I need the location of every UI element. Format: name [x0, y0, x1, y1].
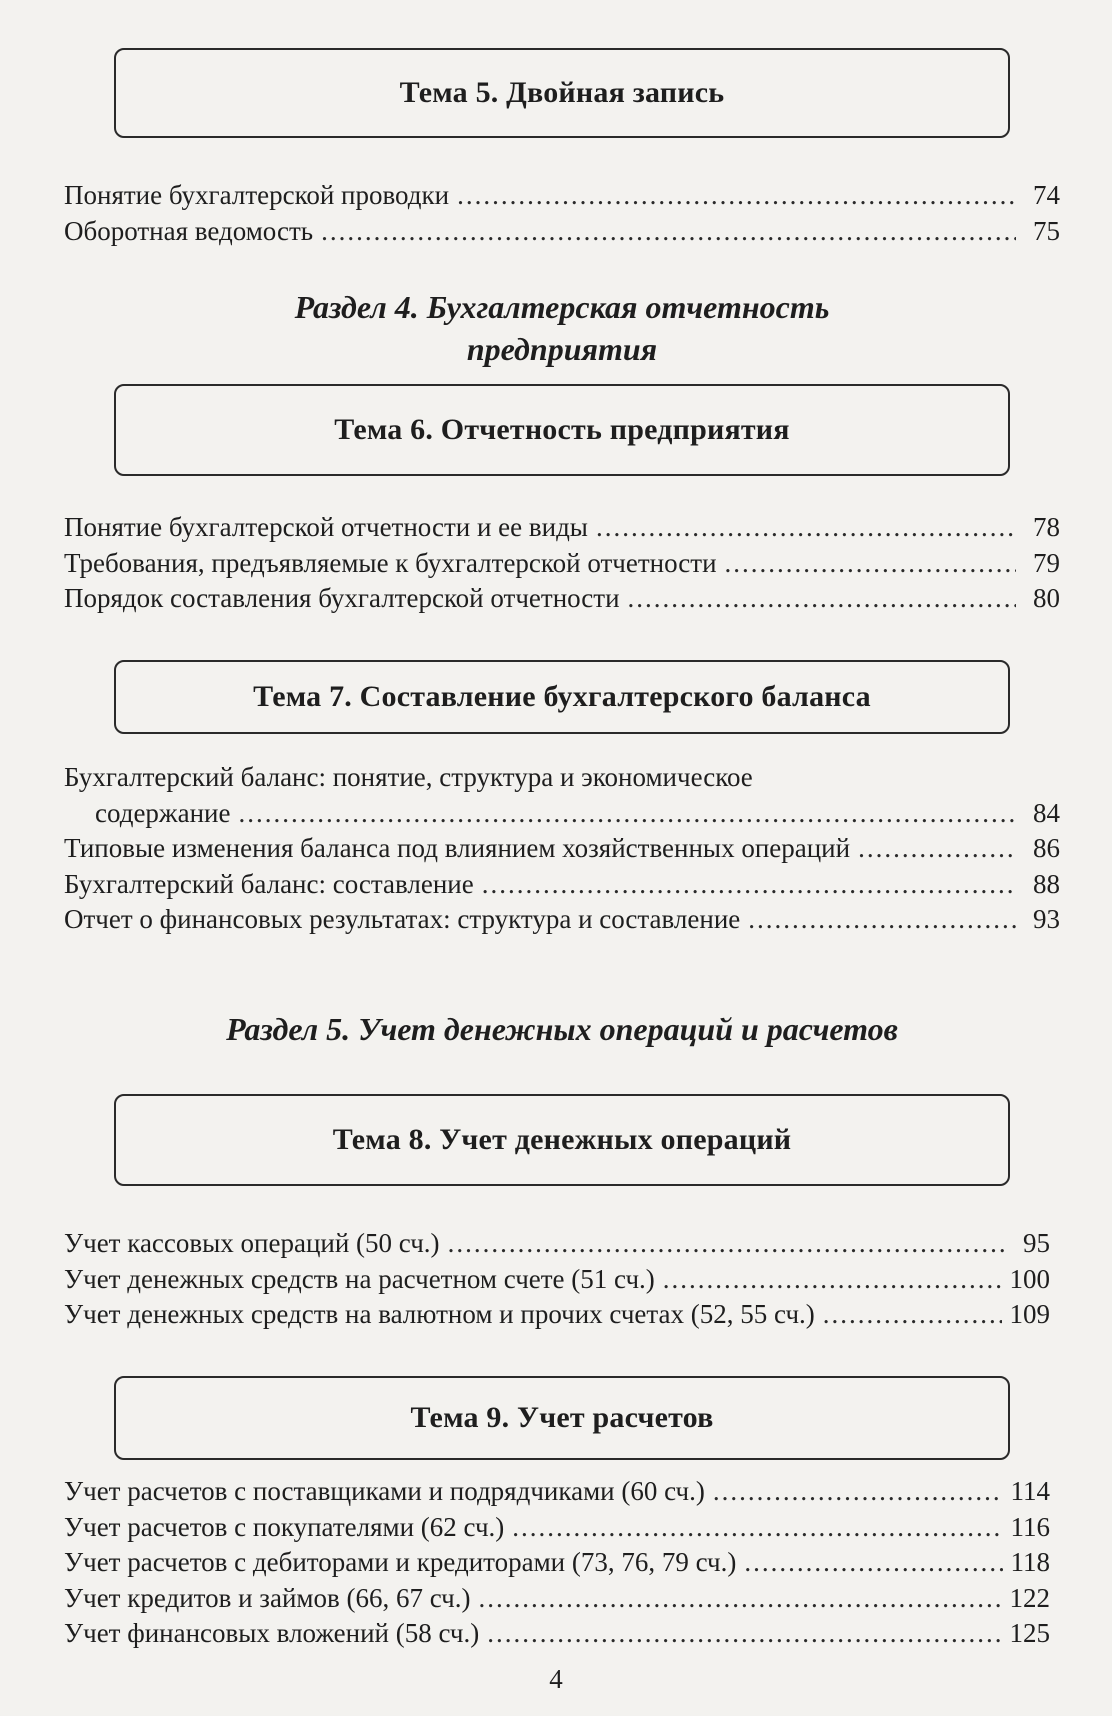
toc-entry-title: Учет денежных средств на расчетном счете (51 сч.) — [64, 1263, 655, 1294]
toc-entry[interactable] — [64, 178, 1060, 214]
section-5-title: Раздел 5. Учет денежных операций и расчетов — [226, 1011, 898, 1047]
theme-5-title: Тема 5. Двойная запись — [399, 76, 725, 109]
toc-entry[interactable] — [64, 867, 1060, 903]
toc-entry-title: Типовые изменения баланса под влиянием хозяйственных операций — [64, 833, 851, 863]
toc-entry-title: Понятие бухгалтерской отчетности и ее виды — [64, 512, 588, 542]
toc-entry[interactable] — [64, 1297, 1050, 1333]
section-4-title-line1: Раздел 4. Бухгалтерская отчетность — [294, 289, 830, 325]
dot-leader — [512, 1510, 1002, 1546]
toc-entry-title: Порядок составления бухгалтерской отчетности — [64, 583, 620, 613]
section-4-heading — [114, 286, 1010, 370]
toc-entry-title: Учет расчетов с покупателями (62 сч.) — [64, 1511, 505, 1542]
theme-5-heading — [114, 48, 1010, 138]
dot-leader — [448, 1226, 1006, 1262]
theme-8-heading — [114, 1094, 1010, 1186]
dot-leader — [663, 1262, 1002, 1298]
toc-entry[interactable] — [64, 1545, 1050, 1581]
theme-6-toc-list — [64, 510, 1060, 617]
theme-9-title: Тема 9. Учет расчетов — [410, 1401, 714, 1434]
toc-entry-title-line1: Бухгалтерский баланс: понятие, структура и экономическое — [64, 762, 753, 792]
toc-entry-page: 80 — [1033, 583, 1060, 613]
toc-entry[interactable] — [64, 1226, 1050, 1262]
section-5-heading — [114, 1008, 1010, 1050]
dot-leader — [628, 581, 1016, 617]
toc-entry[interactable] — [64, 581, 1060, 617]
dot-leader — [487, 1616, 1001, 1652]
dot-leader — [457, 178, 1016, 214]
toc-entry-page: 88 — [1033, 868, 1060, 899]
toc-entry-page: 100 — [1009, 1263, 1050, 1294]
dot-leader — [479, 1581, 1002, 1617]
section-4-title-line2: предприятия — [466, 331, 658, 367]
theme-8-title: Тема 8. Учет денежных операций — [332, 1123, 792, 1156]
dot-leader — [238, 796, 1016, 832]
toc-entry-page: 84 — [1033, 797, 1060, 828]
toc-entry-page: 86 — [1033, 833, 1060, 863]
toc-entry-page: 78 — [1033, 512, 1060, 542]
toc-entry-page: 118 — [1010, 1547, 1050, 1577]
dot-leader — [748, 902, 1016, 938]
dot-leader — [321, 214, 1016, 250]
toc-entry-page: 116 — [1010, 1511, 1050, 1542]
toc-entry-page: 75 — [1033, 215, 1060, 246]
toc-entry[interactable] — [64, 546, 1060, 582]
toc-entry[interactable] — [64, 214, 1060, 250]
toc-entry-page: 122 — [1009, 1582, 1050, 1613]
theme-6-title: Тема 6. Отчетность предприятия — [334, 413, 790, 446]
dot-leader — [482, 867, 1016, 903]
dot-leader — [858, 831, 1016, 867]
toc-entry-title: Учет кассовых операций (50 сч.) — [64, 1228, 440, 1258]
theme-7-heading — [114, 660, 1010, 734]
toc-entry-title: Учет расчетов с дебиторами и кредиторами (73, 76, 79 сч.) — [64, 1547, 737, 1577]
dot-leader — [823, 1297, 1002, 1333]
toc-entry[interactable] — [64, 902, 1060, 938]
toc-entry-title: Понятие бухгалтерской проводки — [64, 180, 450, 210]
toc-entry-page: 74 — [1033, 180, 1060, 210]
toc-entry-title: Оборотная ведомость — [64, 215, 314, 246]
toc-entry-title: Учет кредитов и займов (66, 67 сч.) — [64, 1582, 471, 1613]
theme-7-title: Тема 7. Составление бухгалтерского баланса — [253, 680, 871, 713]
toc-entry[interactable] — [64, 1474, 1050, 1510]
toc-entry[interactable] — [64, 1510, 1050, 1546]
toc-entry-page: 125 — [1009, 1618, 1050, 1648]
toc-entry-title: Отчет о финансовых результатах: структура и составление — [64, 904, 741, 934]
toc-entry-title: Учет финансовых вложений (58 сч.) — [64, 1618, 480, 1648]
page-number: 4 — [549, 1664, 563, 1694]
dot-leader — [596, 510, 1016, 546]
theme-8-toc-list — [64, 1226, 1050, 1333]
dot-leader — [713, 1474, 1003, 1510]
toc-entry-page: 79 — [1033, 547, 1060, 578]
theme-5-toc-list — [64, 178, 1060, 249]
toc-entry[interactable] — [64, 1581, 1050, 1617]
theme-6-heading — [114, 384, 1010, 476]
theme-9-heading — [114, 1376, 1010, 1460]
toc-entry-page: 93 — [1033, 904, 1060, 934]
toc-entry-page: 95 — [1023, 1228, 1050, 1258]
toc-entry[interactable] — [64, 1262, 1050, 1298]
toc-entry-page: 114 — [1010, 1476, 1050, 1506]
toc-entry-title: Требования, предъявляемые к бухгалтерской отчетности — [64, 547, 717, 578]
toc-entry-title: Учет расчетов с поставщиками и подрядчиками (60 сч.) — [64, 1476, 705, 1506]
dot-leader — [744, 1545, 1002, 1581]
theme-7-toc-list — [64, 760, 1060, 938]
toc-entry-page: 109 — [1009, 1299, 1050, 1329]
toc-entry-title: Учет денежных средств на валютном и прочих счетах (52, 55 сч.) — [64, 1299, 815, 1329]
toc-entry-title: содержание — [95, 797, 231, 828]
toc-entry[interactable] — [64, 510, 1060, 546]
toc-entry[interactable] — [64, 831, 1060, 867]
theme-9-toc-list — [64, 1474, 1050, 1652]
toc-entry-title: Бухгалтерский баланс: составление — [64, 868, 474, 899]
dot-leader — [725, 546, 1016, 582]
toc-entry[interactable] — [64, 1616, 1050, 1652]
toc-entry[interactable] — [64, 760, 1060, 831]
